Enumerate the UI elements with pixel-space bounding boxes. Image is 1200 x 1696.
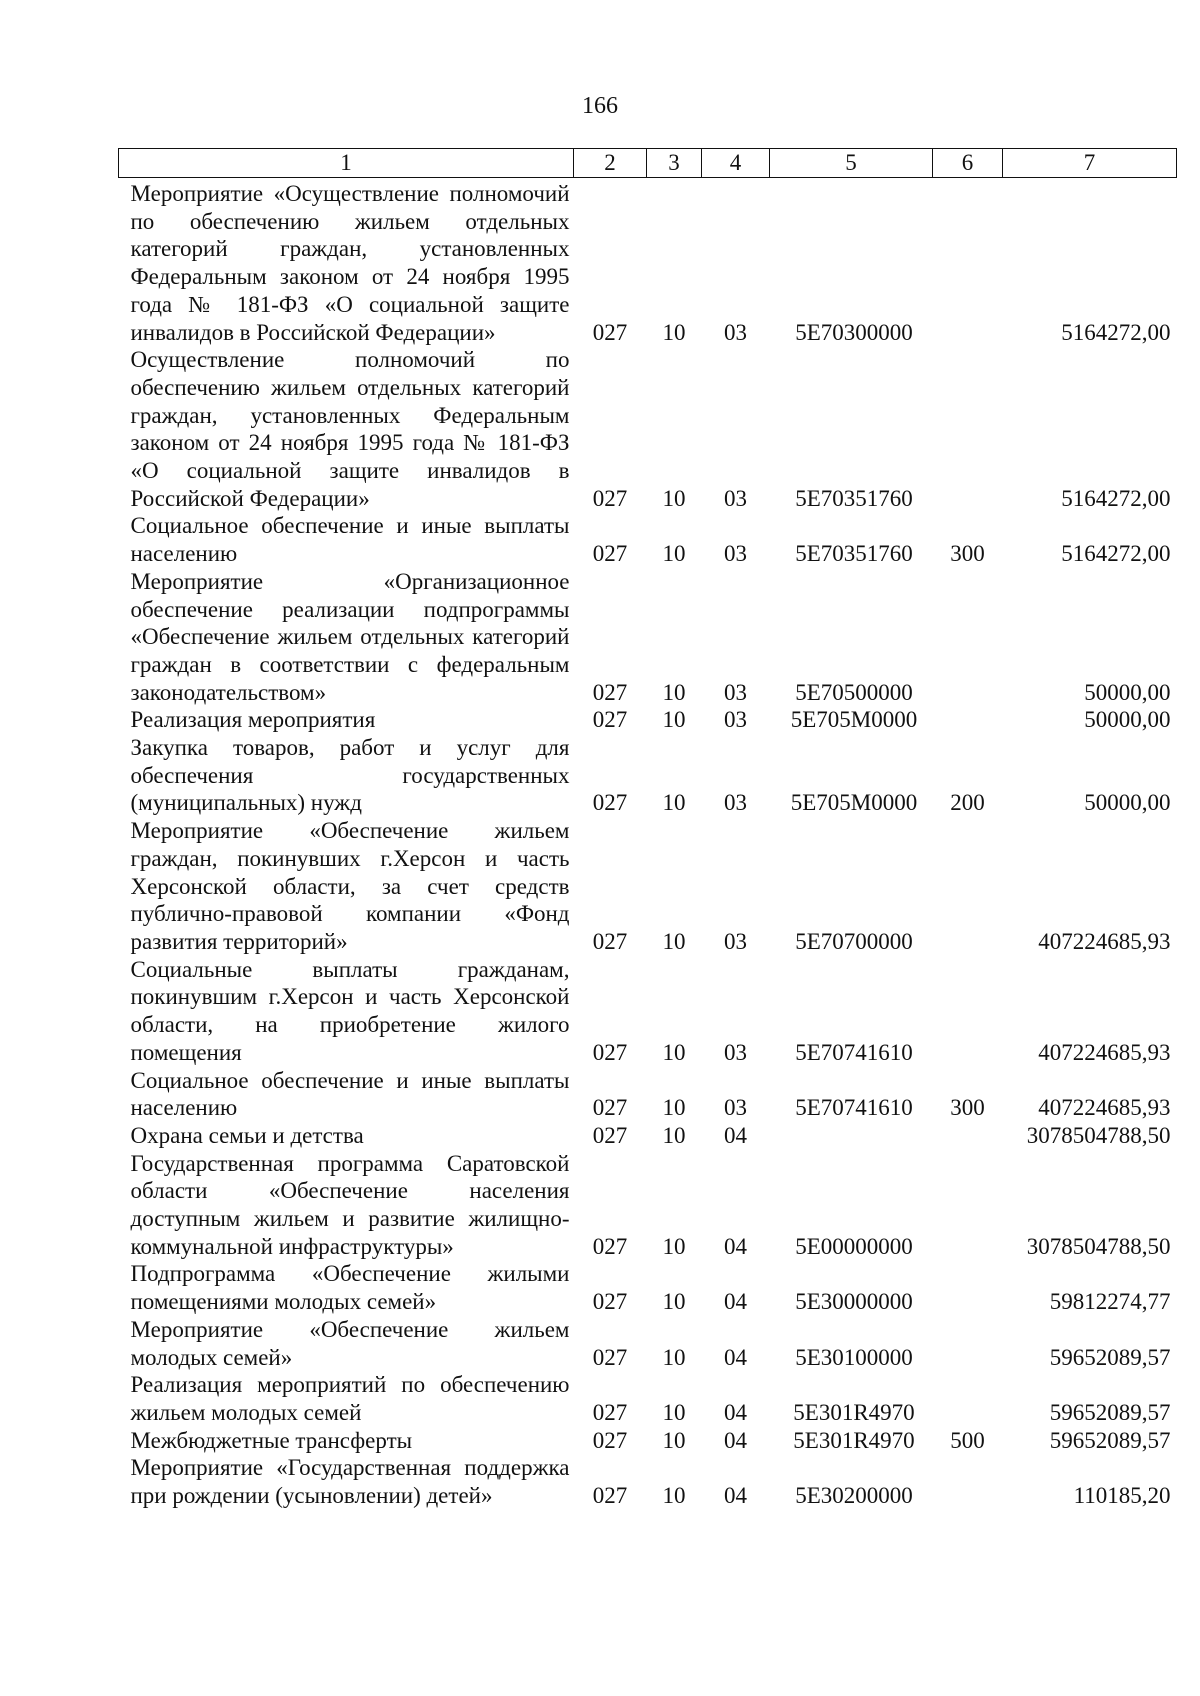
row-section-code: 10 [662, 679, 686, 705]
row-amount: 110185,20 [1073, 1483, 1171, 1509]
row-target-article: 5Е70500000 [795, 679, 913, 705]
row-name: Подпрограмма «Обеспечение жилыми помещениями молодых семей» [130, 1261, 570, 1315]
row-expense-type [933, 956, 1003, 1067]
row-name: Социальное обеспечение и иные выплаты населению [130, 1067, 570, 1121]
page-number: 166 [582, 93, 618, 119]
row-section-code: 10 [662, 928, 686, 954]
row-target-article: 5Е30100000 [795, 1344, 913, 1370]
table-row [119, 346, 1177, 512]
row-name: Мероприятие «Организационное обеспечение реализации подпрограммы «Обеспечение жильем отдельных категорий граждан в соответствии с федеральным законодательством» [130, 568, 570, 705]
row-target-article: 5Е70351760 [795, 541, 913, 567]
row-target-article: 5Е00000000 [795, 1233, 913, 1259]
row-grbs-code: 027 [592, 1289, 628, 1315]
row-expense-type: 500 [950, 1427, 985, 1453]
row-amount: 59652089,57 [1049, 1427, 1171, 1453]
row-section-code: 10 [662, 1399, 686, 1425]
row-target-article: 5Е30200000 [795, 1483, 913, 1509]
row-expense-type: 300 [950, 541, 985, 567]
row-name: Закупка товаров, работ и услуг для обеспечения государственных (муниципальных) нужд [130, 735, 570, 816]
row-amount: 407224685,93 [1038, 928, 1171, 954]
row-name: Охрана семьи и детства [130, 1122, 364, 1148]
row-amount: 3078504788,50 [1026, 1122, 1171, 1148]
column-header: 7 [1003, 149, 1177, 178]
table-row [119, 1427, 1177, 1455]
row-grbs-code: 027 [592, 1399, 628, 1425]
table-row [119, 1067, 1177, 1122]
table-row [119, 956, 1177, 1067]
row-subsection-code: 04 [724, 1344, 747, 1370]
row-expense-type [933, 817, 1003, 956]
row-subsection-code: 04 [724, 1233, 747, 1259]
row-target-article: 5Е70300000 [795, 319, 913, 345]
row-subsection-code: 03 [724, 928, 747, 954]
row-section-code: 10 [662, 541, 686, 567]
column-header: 3 [647, 149, 702, 178]
row-grbs-code: 027 [592, 928, 628, 954]
column-header: 2 [574, 149, 647, 178]
row-subsection-code: 04 [724, 1399, 747, 1425]
row-expense-type [933, 1150, 1003, 1261]
row-target-article: 5Е705М0000 [790, 707, 918, 733]
table-row [119, 1122, 1177, 1150]
row-grbs-code: 027 [592, 707, 628, 733]
row-section-code: 10 [662, 1095, 686, 1121]
row-target-article: 5Е30000000 [795, 1289, 913, 1315]
row-grbs-code: 027 [592, 1344, 628, 1370]
row-expense-type [933, 346, 1003, 512]
row-section-code: 10 [662, 1427, 686, 1453]
row-amount: 50000,00 [1084, 707, 1171, 733]
row-grbs-code: 027 [592, 1095, 628, 1121]
row-subsection-code: 03 [724, 1095, 747, 1121]
row-amount: 59652089,57 [1049, 1399, 1171, 1425]
row-amount: 5164272,00 [1061, 485, 1171, 511]
column-header: 4 [702, 149, 770, 178]
row-subsection-code: 04 [724, 1289, 747, 1315]
row-subsection-code: 04 [724, 1122, 747, 1148]
row-section-code: 10 [662, 1233, 686, 1259]
row-grbs-code: 027 [592, 541, 628, 567]
row-section-code: 10 [662, 485, 686, 511]
row-name: Реализация мероприятий по обеспечению жильем молодых семей [130, 1372, 570, 1425]
row-name: Мероприятие «Государственная поддержка при рождении (усыновлении) детей» [130, 1455, 570, 1509]
table-row [119, 512, 1177, 567]
table-row [119, 734, 1177, 817]
row-amount: 407224685,93 [1038, 1039, 1171, 1065]
row-expense-type [933, 178, 1003, 347]
row-target-article: 5Е301R4970 [793, 1427, 915, 1453]
column-header: 1 [119, 149, 574, 178]
row-amount: 59812274,77 [1049, 1289, 1171, 1315]
row-subsection-code: 03 [724, 707, 747, 733]
row-amount: 50000,00 [1084, 790, 1171, 816]
row-name: Социальное обеспечение и иные выплаты населению [130, 513, 570, 567]
table-row [119, 1150, 1177, 1261]
row-amount: 5164272,00 [1061, 541, 1171, 567]
row-subsection-code: 03 [724, 679, 747, 705]
column-header: 5 [770, 149, 933, 178]
row-grbs-code: 027 [592, 319, 628, 345]
row-expense-type [933, 1454, 1003, 1509]
row-grbs-code: 027 [592, 1427, 628, 1453]
row-target-article: 5Е70700000 [795, 928, 913, 954]
row-subsection-code: 03 [724, 319, 747, 345]
row-amount: 407224685,93 [1038, 1095, 1171, 1121]
table-row [119, 568, 1177, 707]
row-name: Мероприятие «Обеспечение жильем граждан, покинувших г.Херсон и часть Херсонской области, за счет средств публично-правовой компании «Фонд развития территорий» [130, 818, 570, 954]
table-row [119, 1454, 1177, 1509]
row-subsection-code: 04 [724, 1483, 747, 1509]
row-target-article: 5Е301R4970 [793, 1399, 915, 1425]
table-row [119, 706, 1177, 734]
row-target-article [770, 1122, 933, 1150]
row-target-article: 5Е70351760 [795, 485, 913, 511]
column-header: 6 [933, 149, 1003, 178]
row-name: Мероприятие «Обеспечение жильем молодых семей» [130, 1316, 570, 1370]
row-target-article: 5Е70741610 [795, 1039, 913, 1065]
row-name: Реализация мероприятия [130, 707, 376, 733]
row-expense-type: 200 [950, 790, 985, 816]
row-name: Государственная программа Саратовской области «Обеспечение населения доступным жильем и развитие жилищно-коммунальной инфраструктуры» [130, 1150, 570, 1259]
table-row [119, 178, 1177, 347]
row-expense-type [933, 1371, 1003, 1426]
table-body [119, 178, 1177, 1510]
budget-table [118, 148, 1177, 1510]
row-amount: 50000,00 [1084, 679, 1171, 705]
row-expense-type [933, 1122, 1003, 1150]
row-subsection-code: 03 [724, 1039, 747, 1065]
row-amount: 5164272,00 [1061, 319, 1171, 345]
row-section-code: 10 [662, 1289, 686, 1315]
row-target-article: 5Е705М0000 [790, 790, 918, 816]
row-subsection-code: 03 [724, 541, 747, 567]
row-section-code: 10 [662, 319, 686, 345]
table-header [119, 149, 1177, 178]
row-grbs-code: 027 [592, 1122, 628, 1148]
row-subsection-code: 03 [724, 790, 747, 816]
row-expense-type [933, 568, 1003, 707]
table-row [119, 1260, 1177, 1315]
row-section-code: 10 [662, 1483, 686, 1509]
row-target-article: 5Е70741610 [795, 1095, 913, 1121]
row-section-code: 10 [662, 1344, 686, 1370]
row-section-code: 10 [662, 790, 686, 816]
row-subsection-code: 04 [724, 1427, 747, 1453]
row-expense-type [933, 1316, 1003, 1371]
row-amount: 59652089,57 [1049, 1344, 1171, 1370]
table-row [119, 1371, 1177, 1426]
row-subsection-code: 03 [724, 485, 747, 511]
row-grbs-code: 027 [592, 679, 628, 705]
row-name: Осуществление полномочий по обеспечению жильем отдельных категорий граждан, установленных Федеральным законом от 24 ноября 1995 года № 181-ФЗ «О социальной защите инвалидов в Российской Федерации» [130, 347, 570, 511]
row-name: Социальные выплаты гражданам, покинувшим г.Херсон и часть Херсонской области, на приобретение жилого помещения [130, 956, 570, 1065]
row-grbs-code: 027 [592, 790, 628, 816]
row-name: Межбюджетные трансферты [130, 1427, 413, 1453]
table-row [119, 817, 1177, 956]
row-grbs-code: 027 [592, 1039, 628, 1065]
table-row [119, 1316, 1177, 1371]
row-grbs-code: 027 [592, 485, 628, 511]
row-expense-type [933, 706, 1003, 734]
row-section-code: 10 [662, 1039, 686, 1065]
row-expense-type: 300 [950, 1095, 985, 1121]
row-grbs-code: 027 [592, 1483, 628, 1509]
row-grbs-code: 027 [592, 1233, 628, 1259]
row-expense-type [933, 1260, 1003, 1315]
row-section-code: 10 [662, 1122, 686, 1148]
row-amount: 3078504788,50 [1026, 1233, 1171, 1259]
row-section-code: 10 [662, 707, 686, 733]
row-name: Мероприятие «Осуществление полномочий по обеспечению жильем отдельных категорий граждан, установленных Федеральным законом от 24 ноября 1995 года № 181-ФЗ «О социальной защите инвалидов в Российской Федерации» [130, 181, 570, 345]
